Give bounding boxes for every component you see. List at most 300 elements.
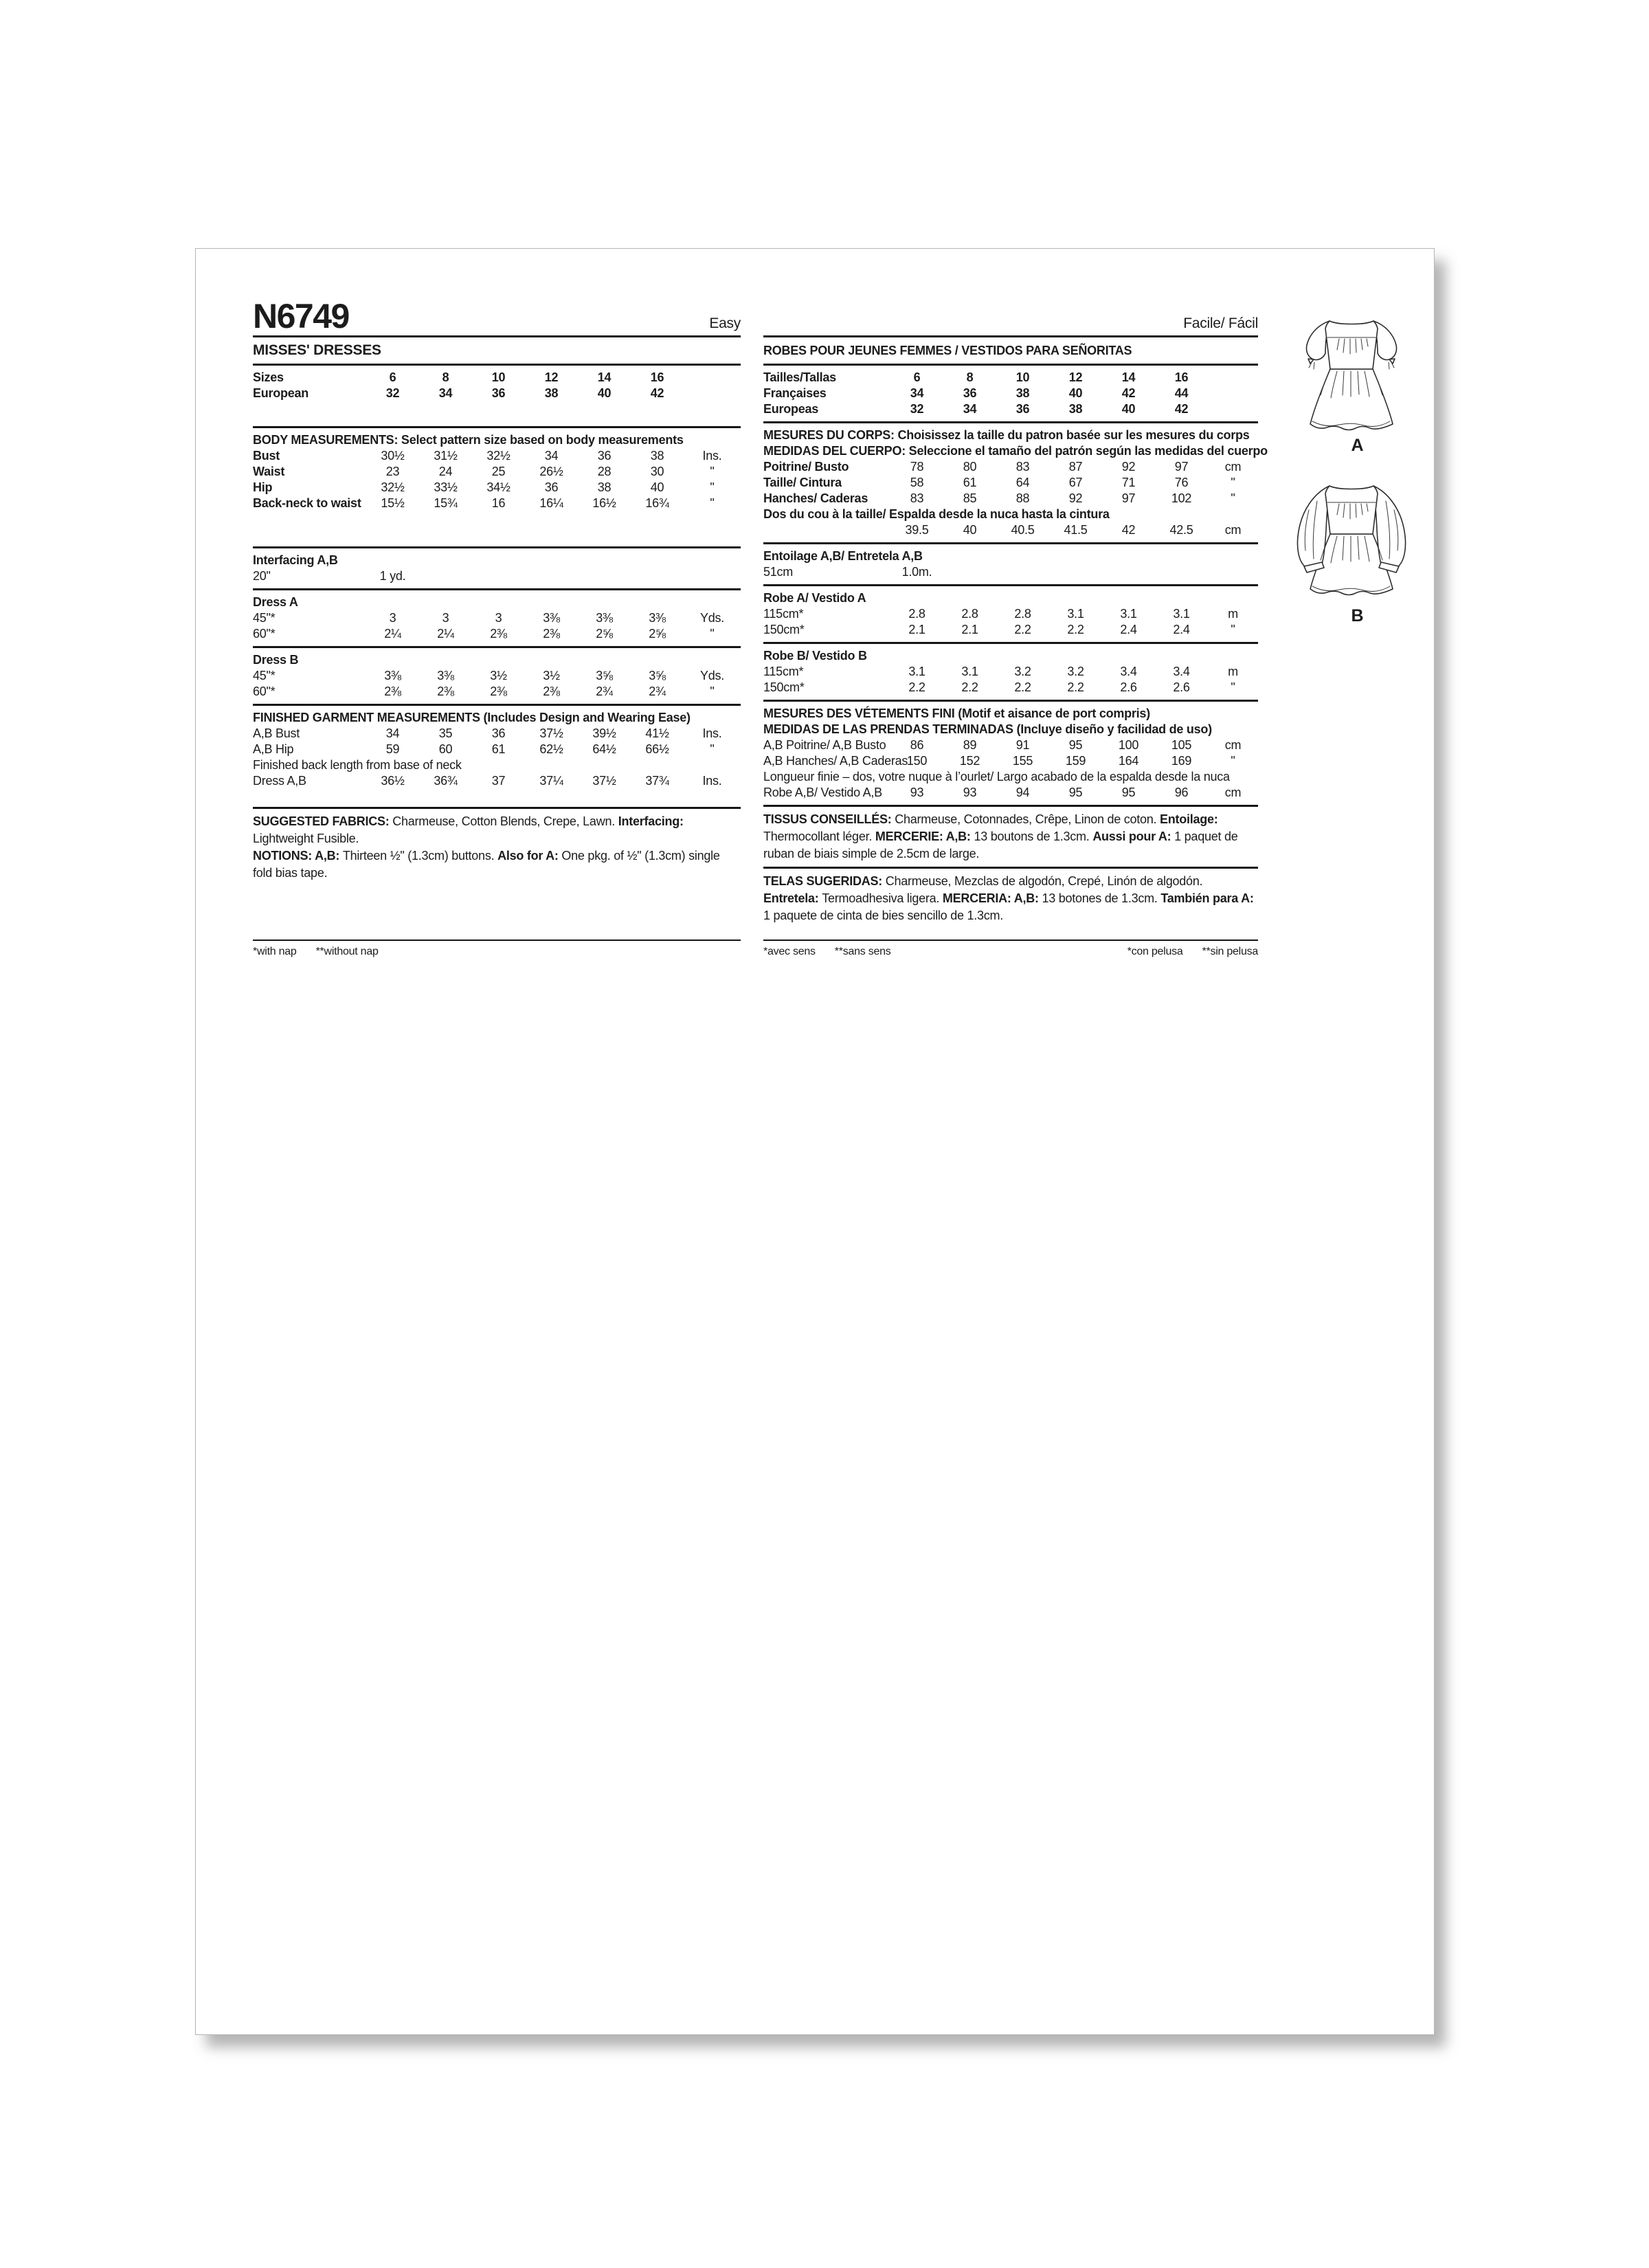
section-heading: ROBES POUR JEUNES FEMMES / VESTIDOS PARA SEÑORITAS — [763, 344, 1132, 357]
footnote-item: **sans sens — [834, 946, 891, 957]
paragraph-run: TELAS SUGERIDAS: — [763, 874, 886, 888]
cell-value: 25 — [491, 465, 506, 478]
cell-value: 2⅜ — [384, 685, 401, 698]
cell-value: 3.1 — [1173, 607, 1190, 621]
cell-value: 32 — [385, 386, 400, 400]
cell-value: 36 — [963, 386, 977, 400]
cell-value: 36 — [491, 726, 506, 740]
cell-value: 61 — [491, 742, 506, 756]
paragraph-run: Entretela: — [763, 891, 822, 905]
cell-value: 97 — [1174, 460, 1189, 474]
cell-value: 152 — [959, 754, 980, 768]
cell-value: 16 — [1174, 370, 1189, 384]
paragraph-run: TISSUS CONSEILLÉS: — [763, 812, 895, 826]
horizontal-rule — [253, 335, 741, 337]
table-row — [763, 401, 1258, 417]
cell-value: 8 — [442, 370, 449, 384]
row-label: Poitrine/ Busto — [763, 460, 849, 474]
cell-value: 2.2 — [961, 680, 978, 694]
unit-cell: " — [1231, 476, 1235, 489]
cell-value: 38 — [1068, 402, 1083, 416]
unit-cell: Ins. — [702, 774, 722, 788]
paragraph-run: NOTIONS: A,B: — [253, 849, 343, 863]
cell-value: 36½ — [381, 774, 405, 788]
view-a-label: A — [1351, 436, 1365, 455]
cell-value: 38 — [1016, 386, 1030, 400]
row-label: Robe A,B/ Vestido A,B — [763, 786, 882, 799]
title-bar — [253, 297, 741, 335]
paragraph-run: One pkg. of ½" (1.3cm) single fold bias tape. — [253, 849, 720, 880]
cell-value: 62½ — [539, 742, 563, 756]
table-row — [763, 606, 1258, 622]
cell-value: 91 — [1016, 738, 1030, 752]
row-label: A,B Bust — [253, 726, 300, 740]
cell-value: 2¾ — [596, 685, 613, 698]
spacer — [763, 924, 1258, 935]
paragraph-run: MERCERIE: A,B: — [875, 830, 974, 843]
view-b-label: B — [1351, 606, 1365, 625]
cell-value: 42 — [1121, 386, 1136, 400]
cell-value: 16½ — [592, 496, 616, 510]
cell-value: 6 — [389, 370, 396, 384]
table-row — [763, 459, 1258, 475]
cell-value: 3⅜ — [437, 669, 454, 682]
horizontal-rule — [253, 807, 741, 809]
cell-value: 159 — [1065, 754, 1086, 768]
table-row — [253, 568, 741, 584]
cell-value: 14 — [1121, 370, 1136, 384]
cell-value: 2⅝ — [596, 627, 613, 641]
row-label: 150cm* — [763, 623, 805, 636]
cell-value: 42 — [650, 386, 664, 400]
paragraph — [253, 813, 741, 847]
table-row — [763, 737, 1258, 753]
row-label: European — [253, 386, 309, 400]
cell-value: 2.4 — [1120, 623, 1137, 636]
table-row — [253, 610, 741, 626]
table-row — [253, 496, 741, 511]
table-row — [253, 448, 741, 464]
cell-value: 32 — [910, 402, 924, 416]
cell-value: 3⅜ — [596, 611, 613, 625]
table-row — [253, 726, 741, 742]
cell-value: 34 — [544, 449, 559, 463]
cell-value: 164 — [1118, 754, 1139, 768]
section-heading: MESURES DU CORPS: Choisissez la taille du patron basée sur les mesures du corps — [763, 428, 1250, 442]
horizontal-rule — [763, 421, 1258, 423]
horizontal-rule — [763, 542, 1258, 544]
cell-value: 38 — [544, 386, 559, 400]
text-line: Longueur finie – dos, votre nuque à l’ourlet/ Largo acabado de la espalda desde la nuca — [763, 770, 1230, 783]
row-label: 51cm — [763, 565, 794, 579]
cell-value: 16¼ — [539, 496, 563, 510]
horizontal-rule — [763, 642, 1258, 644]
section-heading: Dos du cou à la taille/ Espalda desde la nuca hasta la cintura — [763, 507, 1110, 521]
table-row — [763, 522, 1258, 538]
spacer — [253, 511, 741, 542]
cell-value: 10 — [491, 370, 506, 384]
table-row — [253, 480, 741, 496]
cell-value: 23 — [385, 465, 400, 478]
cell-value: 3.2 — [1014, 665, 1031, 678]
table-row — [253, 386, 741, 401]
cell-value: 41½ — [645, 726, 669, 740]
cell-value: 8 — [966, 370, 974, 384]
table-row — [763, 622, 1258, 638]
paragraph-run: 1 paquet de ruban de biais simple de 2.5cm de large. — [763, 830, 1238, 860]
cell-value: 2.2 — [908, 680, 926, 694]
cell-value: 71 — [1121, 476, 1136, 489]
cell-value: 12 — [544, 370, 559, 384]
cell-value: 2.1 — [908, 623, 926, 636]
horizontal-rule — [253, 646, 741, 648]
row-label: 20" — [253, 569, 271, 583]
paragraph-run: Aussi pour A: — [1092, 830, 1175, 843]
paragraph-run: 13 boutons de 1.3cm. — [974, 830, 1093, 843]
paragraph-run: Charmeuse, Cotton Blends, Crepe, Lawn. — [392, 814, 618, 828]
cell-value: 37¾ — [645, 774, 669, 788]
paragraph-run: Termoadhesiva ligera. — [822, 891, 943, 905]
footnote-item: **without nap — [315, 946, 379, 957]
paragraph-run: Entoilage: — [1160, 812, 1218, 826]
cell-value: 83 — [910, 491, 924, 505]
cell-value: 38 — [597, 480, 612, 494]
cell-value: 40 — [1068, 386, 1083, 400]
section-heading: Entoilage A,B/ Entretela A,B — [763, 549, 923, 563]
footnote-left — [253, 945, 398, 959]
cell-value: 34 — [385, 726, 400, 740]
table-row — [763, 491, 1258, 507]
paragraph — [763, 873, 1258, 924]
cell-value: 3½ — [490, 669, 507, 682]
cell-value: 33½ — [434, 480, 458, 494]
cell-value: 36 — [597, 449, 612, 463]
cell-value: 40 — [597, 386, 612, 400]
horizontal-rule — [763, 335, 1258, 337]
cell-value: 16¾ — [645, 496, 669, 510]
unit-cell: " — [710, 627, 715, 641]
cell-value: 102 — [1171, 491, 1192, 505]
section-heading: BODY MEASUREMENTS: Select pattern size based on body measurements — [253, 433, 684, 447]
cell-value: 30 — [650, 465, 664, 478]
paragraph-run: 13 botones de 1.3cm. — [1042, 891, 1161, 905]
cell-value: 87 — [1068, 460, 1083, 474]
title-bar-right — [763, 298, 1258, 331]
cell-value: 39½ — [592, 726, 616, 740]
cell-value: 95 — [1121, 786, 1136, 799]
cell-value: 1.0m. — [901, 565, 932, 579]
cell-value: 6 — [913, 370, 921, 384]
row-label: 45"* — [253, 669, 276, 682]
pattern-sheet-page — [195, 248, 1435, 2035]
cell-value: 92 — [1068, 491, 1083, 505]
paragraph-run: Thermocollant léger. — [763, 830, 875, 843]
cell-value: 42 — [1121, 523, 1136, 537]
table-row — [763, 753, 1258, 769]
cell-value: 88 — [1016, 491, 1030, 505]
cell-value: 34½ — [486, 480, 511, 494]
horizontal-rule — [253, 940, 741, 941]
footnote-left — [763, 945, 910, 959]
section-heading: FINISHED GARMENT MEASUREMENTS (Includes Design and Wearing Ease) — [253, 711, 691, 724]
cell-value: 2.6 — [1173, 680, 1190, 694]
french-spanish-tables — [763, 335, 1268, 959]
section-heading: MEDIDAS DE LAS PRENDAS TERMINADAS (Incluye diseño y facilidad de uso) — [763, 722, 1212, 736]
cell-value: 2¼ — [437, 627, 454, 641]
unit-cell: " — [1231, 623, 1235, 636]
cell-value: 3 — [495, 611, 502, 625]
footnote-row — [253, 945, 741, 959]
cell-value: 86 — [910, 738, 924, 752]
cell-value: 3⅜ — [543, 611, 560, 625]
cell-value: 59 — [385, 742, 400, 756]
cell-value: 40 — [1121, 402, 1136, 416]
cell-value: 36 — [491, 386, 506, 400]
paragraph — [253, 847, 741, 882]
row-label: A,B Hanches/ A,B Caderas — [763, 754, 908, 768]
paragraph-run: Interfacing: — [618, 814, 684, 828]
spacer — [253, 882, 741, 935]
cell-value: 3½ — [543, 669, 560, 682]
table-row — [763, 785, 1258, 801]
row-label: Sizes — [253, 370, 284, 384]
cell-value: 3⅜ — [384, 669, 401, 682]
unit-cell: " — [710, 496, 715, 510]
cell-value: 61 — [963, 476, 977, 489]
text-line: Finished back length from base of neck — [253, 758, 462, 772]
table-row — [763, 370, 1258, 386]
cell-value: 58 — [910, 476, 924, 489]
section-heading: Interfacing A,B — [253, 553, 338, 567]
row-label: Hip — [253, 480, 273, 494]
cell-value: 2¾ — [649, 685, 666, 698]
cell-value: 97 — [1121, 491, 1136, 505]
cell-value: 41.5 — [1064, 523, 1088, 537]
cell-value: 3.2 — [1067, 665, 1084, 678]
cell-value: 92 — [1121, 460, 1136, 474]
cell-value: 2.4 — [1173, 623, 1190, 636]
cell-value: 16 — [491, 496, 506, 510]
cell-value: 2⅜ — [490, 685, 507, 698]
cell-value: 89 — [963, 738, 977, 752]
horizontal-rule — [763, 940, 1258, 941]
table-row — [253, 370, 741, 386]
cell-value: 14 — [597, 370, 612, 384]
cell-value: 42.5 — [1169, 523, 1193, 537]
cell-value: 2⅜ — [543, 685, 560, 698]
cell-value: 44 — [1174, 386, 1189, 400]
cell-value: 2⅝ — [649, 627, 666, 641]
cell-value: 37 — [491, 774, 506, 788]
cell-value: 36 — [544, 480, 559, 494]
section-heading: Dress A — [253, 595, 298, 609]
cell-value: 64 — [1016, 476, 1030, 489]
unit-cell: m — [1228, 607, 1238, 621]
unit-cell: m — [1228, 665, 1238, 678]
table-row — [253, 464, 741, 480]
horizontal-rule — [253, 364, 741, 366]
unit-cell: Yds. — [699, 611, 725, 625]
cell-value: 100 — [1118, 738, 1139, 752]
unit-cell: " — [1231, 491, 1235, 505]
unit-cell: cm — [1224, 523, 1242, 537]
cell-value: 26½ — [539, 465, 563, 478]
cell-value: 34 — [438, 386, 453, 400]
footnote-item: *con pelusa — [1127, 946, 1183, 957]
cell-value: 39.5 — [905, 523, 929, 537]
table-row — [253, 684, 741, 700]
cell-value: 60 — [438, 742, 453, 756]
paragraph-run: Also for A: — [497, 849, 562, 863]
difficulty-label-french-spanish: Facile/ Fácil — [1183, 315, 1258, 331]
cell-value: 2.2 — [1067, 623, 1084, 636]
cell-value: 37½ — [592, 774, 616, 788]
cell-value: 40 — [963, 523, 977, 537]
section-heading: Robe B/ Vestido B — [763, 649, 867, 663]
cell-value: 2⅜ — [490, 627, 507, 641]
cell-value: 78 — [910, 460, 924, 474]
unit-cell: " — [710, 465, 715, 478]
section-heading: Robe A/ Vestido A — [763, 591, 866, 605]
cell-value: 24 — [438, 465, 453, 478]
cell-value: 34 — [963, 402, 977, 416]
cell-value: 2.8 — [1014, 607, 1031, 621]
paragraph-run: Charmeuse, Cotonnades, Crêpe, Linon de coton. — [895, 812, 1160, 826]
english-column — [253, 298, 741, 959]
dress-b-line-drawing-icon — [1279, 472, 1424, 607]
row-label: Bust — [253, 449, 280, 463]
cell-value: 95 — [1068, 786, 1083, 799]
cell-value: 3 — [442, 611, 449, 625]
horizontal-rule — [253, 546, 741, 548]
horizontal-rule — [763, 867, 1258, 869]
cell-value: 95 — [1068, 738, 1083, 752]
cell-value: 150 — [906, 754, 928, 768]
garment-views-panel — [1279, 307, 1437, 625]
table-row — [253, 742, 741, 757]
row-label: 115cm* — [763, 607, 804, 621]
cell-value: 42 — [1174, 402, 1189, 416]
cell-value: 36¾ — [434, 774, 458, 788]
table-row — [253, 773, 741, 789]
cell-value: 80 — [963, 460, 977, 474]
row-label: Back-neck to waist — [253, 496, 361, 510]
cell-value: 3.1 — [1067, 607, 1084, 621]
cell-value: 3.4 — [1173, 665, 1190, 678]
cell-value: 3⅝ — [596, 669, 613, 682]
paragraph — [763, 811, 1258, 863]
cell-value: 3.1 — [961, 665, 978, 678]
cell-value: 66½ — [645, 742, 669, 756]
section-heading: MEDIDAS DEL CUERPO: Seleccione el tamaño del patrón según las medidas del cuerpo — [763, 444, 1268, 458]
row-label: 45"* — [253, 611, 276, 625]
horizontal-rule — [763, 805, 1258, 807]
cell-value: 2¼ — [384, 627, 401, 641]
cell-value: 93 — [963, 786, 977, 799]
horizontal-rule — [253, 426, 741, 428]
paragraph-run: MERCERIA: A,B: — [942, 891, 1042, 905]
dress-a-line-drawing-icon — [1279, 307, 1424, 436]
unit-cell: " — [710, 742, 715, 756]
unit-cell: Yds. — [699, 669, 725, 682]
paragraph-run: También para A: — [1160, 891, 1254, 905]
cell-value: 94 — [1016, 786, 1030, 799]
section-heading: Dress B — [253, 653, 299, 667]
cell-value: 2.6 — [1120, 680, 1137, 694]
row-label: 150cm* — [763, 680, 805, 694]
row-label: 60"* — [253, 685, 276, 698]
unit-cell: " — [1231, 680, 1235, 694]
row-label: A,B Poitrine/ A,B Busto — [763, 738, 886, 752]
dress-b-back-view — [1297, 486, 1405, 595]
paragraph-run: Charmeuse, Mezclas de algodón, Crepé, Linón de algodón. — [885, 874, 1203, 888]
cell-value: 32½ — [486, 449, 511, 463]
pattern-number: N6749 — [253, 297, 349, 335]
table-row — [763, 680, 1258, 696]
paragraph-run: Lightweight Fusible. — [253, 832, 359, 845]
footnote-right — [1108, 945, 1258, 959]
cell-value: 93 — [910, 786, 924, 799]
table-row — [763, 564, 1258, 580]
cell-value: 2.8 — [908, 607, 926, 621]
cell-value: 155 — [1012, 754, 1033, 768]
horizontal-rule — [763, 584, 1258, 586]
dress-a-back-view — [1306, 321, 1396, 430]
row-label: Europeas — [763, 402, 819, 416]
table-row — [253, 626, 741, 642]
difficulty-label-english: Easy — [709, 315, 741, 331]
cell-value: 37¼ — [539, 774, 563, 788]
cell-value: 16 — [650, 370, 664, 384]
cell-value: 2.8 — [961, 607, 978, 621]
paragraph-run: SUGGESTED FABRICS: — [253, 814, 393, 828]
cell-value: 15¾ — [434, 496, 458, 510]
cell-value: 83 — [1016, 460, 1030, 474]
table-row — [763, 664, 1258, 680]
cell-value: 3 — [389, 611, 396, 625]
cell-value: 32½ — [381, 480, 405, 494]
footnote-item: *avec sens — [763, 946, 816, 957]
cell-value: 34 — [910, 386, 924, 400]
row-label: Taille/ Cintura — [763, 476, 842, 489]
cell-value: 3.1 — [908, 665, 926, 678]
row-label: Françaises — [763, 386, 827, 400]
table-row — [253, 668, 741, 684]
cell-value: 2.2 — [1014, 680, 1031, 694]
unit-cell: " — [710, 685, 715, 698]
cell-value: 169 — [1171, 754, 1192, 768]
table-row — [763, 475, 1258, 491]
unit-cell: cm — [1224, 786, 1242, 799]
cell-value: 2⅜ — [543, 627, 560, 641]
paragraph-run: 1 paquete de cinta de bies sencillo de 1.3cm. — [763, 909, 1003, 922]
cell-value: 1 yd. — [379, 569, 406, 583]
cell-value: 67 — [1068, 476, 1083, 489]
unit-cell: " — [710, 480, 715, 494]
row-label: Waist — [253, 465, 285, 478]
paragraph-run: Thirteen ½" (1.3cm) buttons. — [342, 849, 498, 863]
cell-value: 36 — [1016, 402, 1030, 416]
unit-cell: cm — [1224, 738, 1242, 752]
row-label: Dress A,B — [253, 774, 306, 788]
section-heading: MESURES DES VÉTEMENTS FINI (Motif et aisance de port compris) — [763, 707, 1150, 720]
horizontal-rule — [763, 700, 1258, 702]
cell-value: 40 — [650, 480, 664, 494]
cell-value: 35 — [438, 726, 453, 740]
unit-cell: " — [1231, 754, 1235, 768]
row-label: Tailles/Tallas — [763, 370, 836, 384]
cell-value: 30½ — [381, 449, 405, 463]
